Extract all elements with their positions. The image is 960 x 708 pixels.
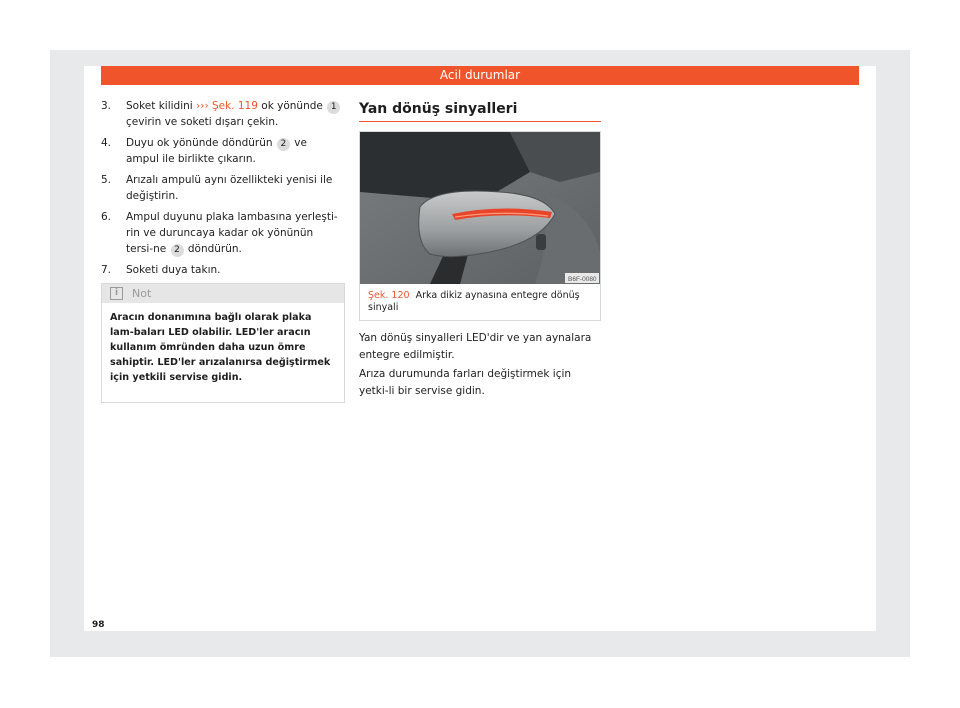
door-handle [536,234,546,250]
callout-number: 2 [277,138,290,151]
callout-number: 2 [171,244,184,257]
note-text: Aracın donanımına bağlı olarak plaka lam-baları LED olabilir. LED'ler aracın kullanım ömründen daha uzun ömre sahiptir. LED'ler arızalanırsa değiştirmek için yetkili servise gidin. [110,312,331,383]
chapter-header: Acil durumlar [101,66,859,85]
step-text: ve ampul ile birlikte çıkarın. [126,137,307,165]
step-6 [101,209,343,257]
note-box [101,283,345,403]
step-number: 5. [101,174,112,186]
step-text: çevirin ve soketi dışarı çekin. [126,116,279,128]
page-number: 98 [92,620,105,630]
step-number: 7. [101,264,112,276]
step-list [101,98,343,278]
step-text: Soketi duya takın. [126,264,221,276]
paragraph-2: Arıza durumunda farları değiştirmek için yetki-li bir servise gidin. [359,368,572,397]
figure-caption [368,290,594,314]
figure-box [359,131,601,321]
step-number: 4. [101,137,112,149]
callout-number: 1 [327,101,340,114]
note-title: Not [132,287,152,300]
figure-label: Şek. 120 [368,290,410,301]
step-text: Arızalı ampulü aynı özellikteki yenisi ile değiştirin. [126,174,333,202]
right-column [359,98,601,122]
step-text: ok yönünde [257,100,327,112]
section-title: Yan dönüş sinyalleri [359,98,601,122]
info-icon: i [110,287,123,300]
step-text: Soket kilidini [126,100,197,112]
figure-reference-link[interactable]: Şek. 119 [212,100,258,112]
figure-caption-text: Arka dikiz aynasına entegre dönüş sinyali [368,290,580,313]
step-number: 3. [101,100,112,112]
step-text: Ampul duyunu plaka lambasına yerleşti-rin ve duruncaya kadar ok yönünün tersi-ne [126,211,338,255]
step-number: 6. [101,211,112,223]
step-text: Duyu ok yönünde döndürün [126,137,276,149]
note-header [102,284,344,303]
step-4 [101,135,343,167]
paragraph-1: Yan dönüş sinyalleri LED'dir ve yan aynalara entegre edilmiştir. [359,332,592,361]
side-mirror-illustration [360,132,600,284]
reference-arrows: ››› [196,100,209,112]
step-7 [101,262,343,278]
step-3 [101,98,343,130]
step-text: döndürün. [184,243,242,255]
left-column [101,98,343,283]
step-5 [101,172,343,204]
figure-code: B6F-0080 [568,276,597,283]
